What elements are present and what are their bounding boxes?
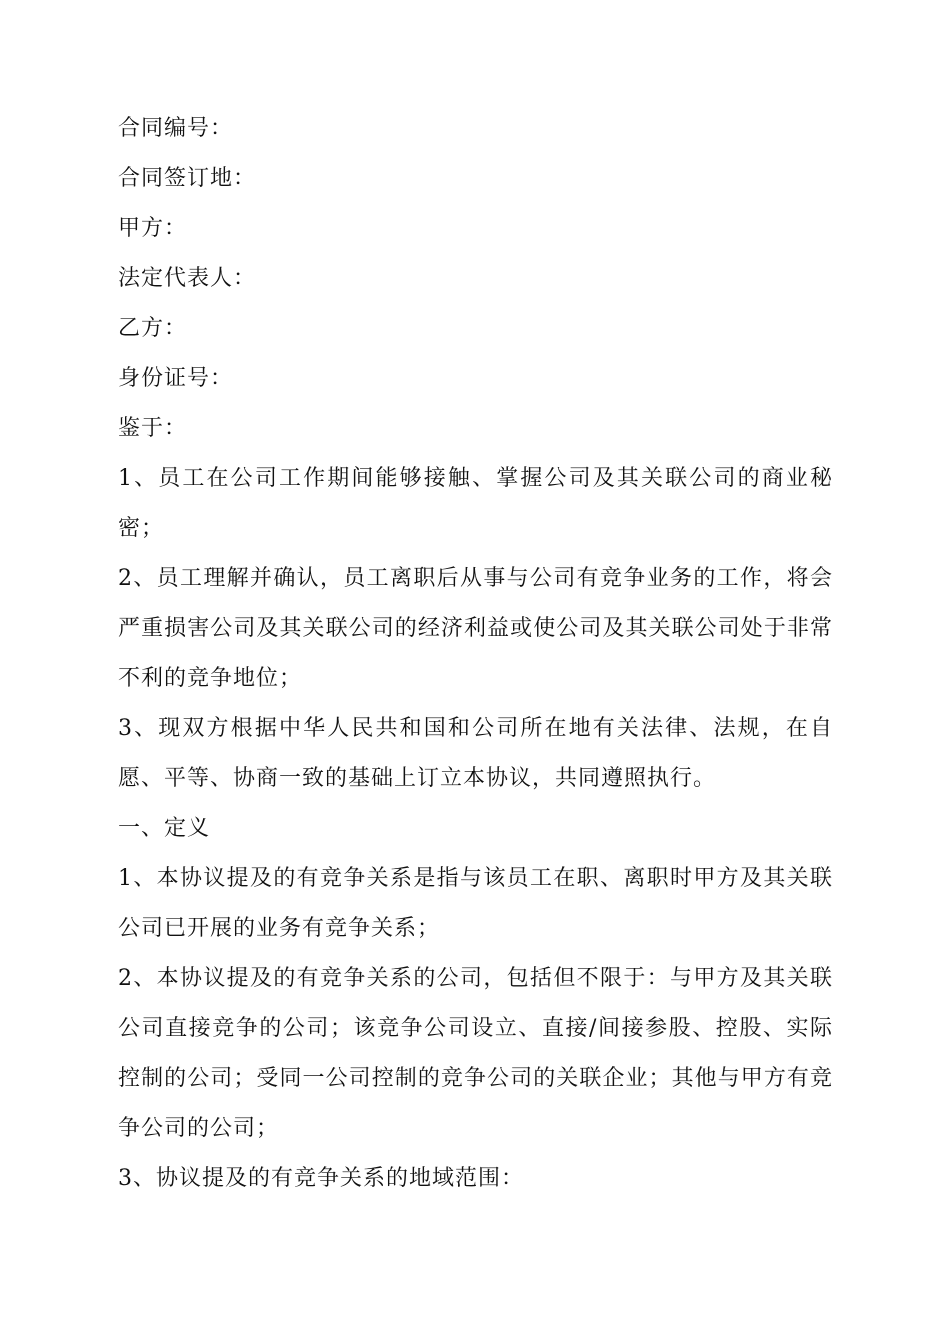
legal-representative-field: 法定代表人： bbox=[118, 266, 257, 291]
whereas-heading: 鉴于： bbox=[118, 416, 188, 441]
definition-clause-3: 3、协议提及的有竞争关系的地域范围： bbox=[118, 1166, 524, 1191]
document-page bbox=[118, 104, 833, 1204]
whereas-clause-1: 1、员工在公司工作期间能够接触、掌握公司及其关联公司的商业秘密； bbox=[118, 466, 833, 541]
whereas-clause-3: 3、现双方根据中华人民共和国和公司所在地有关法律、法规，在自愿、平等、协商一致的基础上订立本协议，共同遵照执行。 bbox=[118, 716, 833, 791]
definition-clause-1: 1、本协议提及的有竞争关系是指与该员工在职、离职时甲方及其关联公司已开展的业务有竞争关系； bbox=[118, 866, 833, 941]
party-b-field: 乙方： bbox=[118, 316, 188, 341]
id-number-field: 身份证号： bbox=[118, 366, 234, 391]
section-heading-definitions: 一、定义 bbox=[118, 816, 211, 841]
whereas-clause-2: 2、员工理解并确认，员工离职后从事与公司有竞争业务的工作，将会严重损害公司及其关联公司的经济利益或使公司及其关联公司处于非常不利的竞争地位； bbox=[118, 566, 833, 691]
party-a-field: 甲方： bbox=[118, 216, 188, 241]
definition-clause-2: 2、本协议提及的有竞争关系的公司，包括但不限于：与甲方及其关联公司直接竞争的公司；该竞争公司设立、直接/间接参股、控股、实际控制的公司；受同一公司控制的竞争公司的关联企业；其他与甲方有竞争公司的公司； bbox=[118, 966, 833, 1141]
contract-number-field: 合同编号： bbox=[118, 116, 234, 141]
signing-place-field: 合同签订地： bbox=[118, 166, 257, 191]
